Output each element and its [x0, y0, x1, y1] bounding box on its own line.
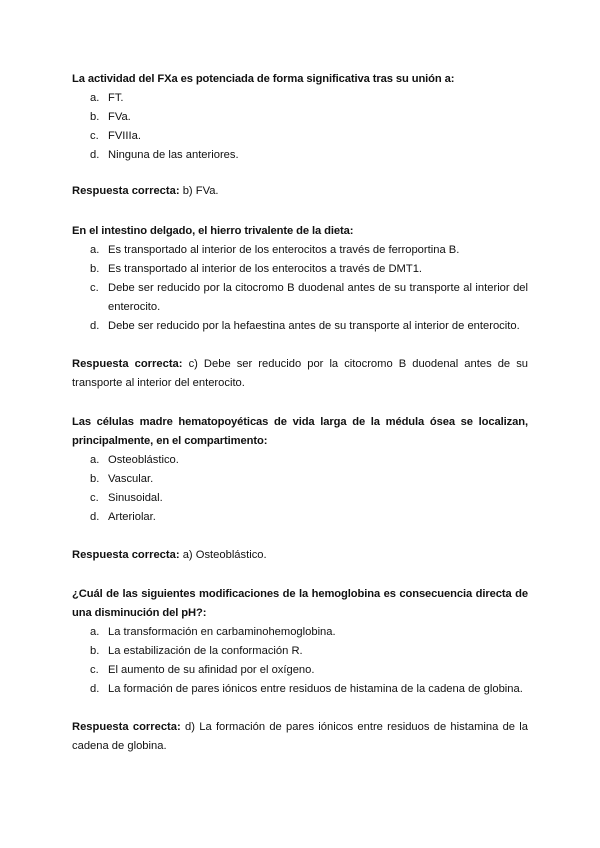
option-letter: b.: [90, 111, 100, 123]
question-4: [72, 585, 528, 699]
option-a: [72, 451, 528, 470]
option-letter: a.: [90, 244, 100, 256]
answer-1: [72, 182, 528, 201]
option-text: La transformación en carbaminohemoglobina.: [108, 626, 336, 638]
question-3: [72, 413, 528, 527]
question-stem: La actividad del FXa es potenciada de forma significativa tras su unión a:: [72, 73, 455, 85]
option-letter: c.: [90, 664, 99, 676]
option-list: [72, 89, 528, 165]
answer-text: a) Osteoblástico.: [182, 549, 267, 561]
option-d: [72, 146, 528, 165]
option-c: [72, 489, 528, 508]
correct-answer: [72, 355, 528, 393]
option-letter: d.: [90, 149, 100, 161]
answer-label: Respuesta correcta:: [72, 358, 183, 370]
correct-answer: [72, 718, 528, 756]
option-a: [72, 623, 528, 642]
option-text: FVIIIa.: [108, 130, 141, 142]
answer-text: c) Debe ser reducido por la citocromo B duodenal antes de su transporte al interior del enterocito.: [72, 358, 529, 389]
option-d: [72, 508, 528, 527]
option-letter: b.: [90, 645, 100, 657]
option-text: La estabilización de la conformación R.: [108, 645, 303, 657]
option-list: [72, 623, 528, 699]
option-text: FVa.: [108, 111, 131, 123]
question-1: [72, 70, 528, 165]
option-text: La formación de pares iónicos entre residuos de histamina de la cadena de globina.: [108, 683, 523, 695]
option-letter: b.: [90, 263, 100, 275]
option-text: Ninguna de las anteriores.: [108, 149, 239, 161]
option-c: [72, 127, 528, 146]
option-a: [72, 89, 528, 108]
option-text: FT.: [108, 92, 124, 104]
answer-4: [72, 718, 528, 756]
option-d: [72, 680, 528, 699]
correct-answer: [72, 546, 528, 565]
option-c: [72, 279, 528, 317]
option-b: [72, 108, 528, 127]
answer-text: d) La formación de pares iónicos entre residuos de histamina de la cadena de globina.: [72, 721, 529, 752]
answer-label: Respuesta correcta:: [72, 185, 180, 197]
option-letter: c.: [90, 130, 99, 142]
option-b: [72, 642, 528, 661]
answer-text: b) FVa.: [182, 185, 219, 197]
option-text: Osteoblástico.: [108, 454, 179, 466]
option-list: [72, 241, 528, 336]
option-text: Debe ser reducido por la hefaestina antes de su transporte al interior de enterocito.: [108, 320, 520, 332]
option-list: [72, 451, 528, 527]
question-stem: ¿Cuál de las siguientes modificaciones de la hemoglobina es consecuencia directa de una disminución del pH?:: [72, 588, 528, 619]
option-text: Debe ser reducido por la citocromo B duodenal antes de su transporte al interior del enterocito.: [108, 282, 528, 313]
answer-2: [72, 355, 528, 393]
option-letter: c.: [90, 492, 99, 504]
option-letter: d.: [90, 683, 100, 695]
option-letter: c.: [90, 282, 99, 294]
correct-answer: [72, 182, 528, 201]
option-text: Sinusoidal.: [108, 492, 163, 504]
option-letter: a.: [90, 626, 100, 638]
option-b: [72, 470, 528, 489]
option-letter: a.: [90, 454, 100, 466]
option-text: Es transportado al interior de los enterocitos a través de DMT1.: [108, 263, 423, 275]
option-text: Es transportado al interior de los enterocitos a través de ferroportina B.: [108, 244, 460, 256]
option-a: [72, 241, 528, 260]
question-2: [72, 222, 528, 336]
option-b: [72, 260, 528, 279]
question-stem: En el intestino delgado, el hierro trivalente de la dieta:: [72, 225, 354, 237]
option-text: Arteriolar.: [108, 511, 156, 523]
answer-label: Respuesta correcta:: [72, 549, 180, 561]
option-letter: d.: [90, 511, 100, 523]
answer-label: Respuesta correcta:: [72, 721, 181, 733]
option-letter: d.: [90, 320, 100, 332]
answer-3: [72, 546, 528, 565]
option-d: [72, 317, 528, 336]
option-letter: b.: [90, 473, 100, 485]
option-c: [72, 661, 528, 680]
question-stem: Las células madre hematopoyéticas de vida larga de la médula ósea se localizan, principalmente, en el compartimento:: [72, 416, 528, 447]
option-text: Vascular.: [108, 473, 154, 485]
option-text: El aumento de su afinidad por el oxígeno.: [108, 664, 315, 676]
option-letter: a.: [90, 92, 100, 104]
